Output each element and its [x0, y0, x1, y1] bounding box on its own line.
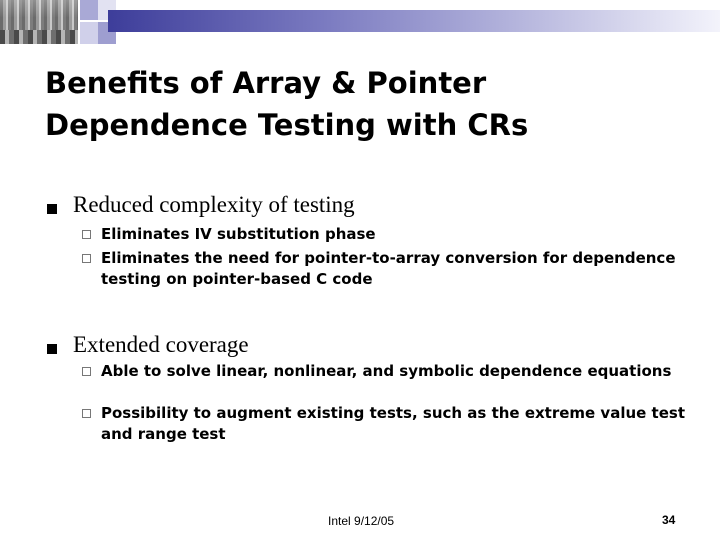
slide-title: [45, 62, 685, 146]
hollow-square-bullet-icon: [82, 230, 91, 239]
slide-title-line: Benefits of Array & Pointer: [45, 66, 487, 100]
header-gradient-bar: [108, 10, 720, 32]
sub-bullet-text: Eliminates IV substitution phase: [101, 225, 376, 243]
header-banner: [0, 0, 720, 48]
decor-square: [80, 0, 98, 20]
bullet-text: Extended coverage: [73, 332, 249, 357]
square-bullet-icon: [47, 204, 57, 214]
hollow-square-bullet-icon: [82, 254, 91, 263]
page-number: 34: [662, 513, 676, 527]
footer-text: Intel 9/12/05: [328, 514, 395, 528]
sub-bullet-text: Able to solve linear, nonlinear, and symbolic dependence equations: [101, 362, 672, 380]
sub-bullet-text: Eliminates the need for pointer-to-array conversion for dependence testing on pointer-based C code: [101, 249, 676, 288]
square-bullet-icon: [47, 344, 57, 354]
slide-title-line: Dependence Testing with CRs: [45, 108, 529, 142]
bullet-text: Reduced complexity of testing: [73, 192, 355, 217]
sub-bullet-text: Possibility to augment existing tests, such as the extreme value test and range test: [101, 404, 685, 443]
hollow-square-bullet-icon: [82, 367, 91, 376]
campus-photo: [0, 0, 78, 44]
hollow-square-bullet-icon: [82, 409, 91, 418]
decor-square: [80, 22, 98, 44]
